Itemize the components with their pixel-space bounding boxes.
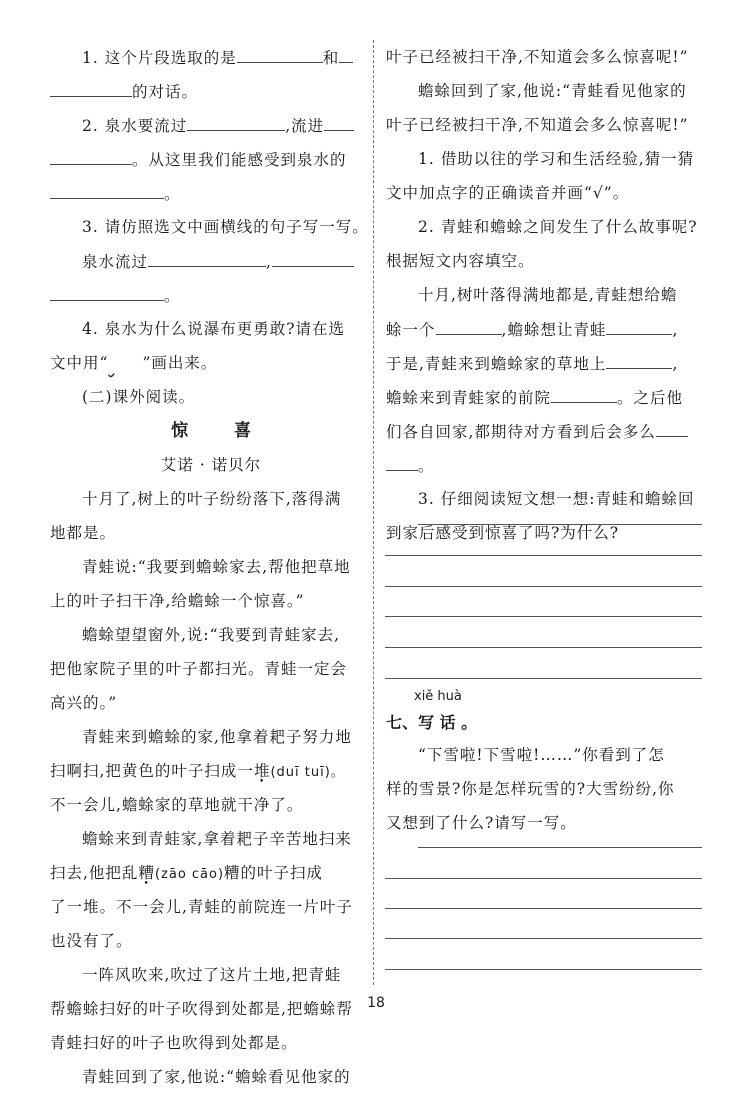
story-paragraph: 青蛙说:“我要到蟾蜍家去,帮他把草地 [82,558,351,576]
question-1-cont: 文中加点字的正确读音并画“√”。 [386,184,630,202]
q2-blank-3[interactable] [50,176,164,199]
story-paragraph: 青蛙扫好的叶子也吹得到处都是。 [50,1034,298,1052]
question-2-cont: 根据短文内容填空。 [386,252,535,270]
q1-blank-1[interactable] [237,40,323,63]
q2-blank-2a[interactable] [324,108,354,131]
dui-line-text: 扫啊扫,把黄色的叶子扫成一 [50,762,254,780]
pinyin-options-zao[interactable]: (zāo cāo) [154,867,225,882]
story-paragraph: 蟾蜍回到了家,他说:“青蛙看见他家的 [418,82,687,100]
question-4-line1: 4. 泉水为什么说瀑布更勇敢?请在选 [82,320,346,338]
story-paragraph: 把他家院子里的叶子都扫光。青蛙一定会 [50,660,348,678]
q1-blank-2a[interactable] [339,40,353,63]
question-1-line2 [50,74,372,108]
fill-blank-1[interactable] [436,312,502,335]
question-2-line3 [50,176,372,210]
story-paragraph: 叶子已经被扫干净,不知道会多么惊喜呢!” [386,116,689,134]
question-3-cont: 到家后感受到惊喜了吗?为什么? [386,524,620,542]
fill-blank-5b[interactable] [386,448,418,471]
story-paragraph: 蟾蜍来到青蛙家,拿着耙子辛苦地扫来 [82,830,352,848]
zao-line-pre: 扫去,他把乱 [50,864,139,882]
story-paragraph: 十月了,树上的叶子纷纷落下,落得满 [82,490,342,508]
story-paragraph: 帮蟾蜍扫好的叶子吹得到处都是,把蟾蜍帮 [50,1000,353,1018]
story-paragraph: 了一堆。不一会儿,青蛙的前院连一片叶子 [50,898,353,916]
q2-mid: ,流进 [285,117,325,135]
q2-blank-1[interactable] [187,108,285,131]
q1-mid: 和 [322,49,340,67]
q2-blank-2b[interactable] [50,142,132,165]
question-4-line2 [50,346,372,380]
q2-line2: 。从这里我们能感受到泉水的 [132,151,347,169]
story-paragraph: 高兴的。” [50,694,118,712]
q3-blank-2a[interactable] [272,244,354,267]
story-zao-line [50,856,372,890]
fill-text: 。之后他 [617,389,684,407]
q3-end: 。 [164,287,181,305]
question-3: 3. 仔细阅读短文想一想:青蛙和蟾蜍回 [418,490,695,508]
question-3-line3 [50,278,372,312]
story-paragraph: 叶子已经被扫干净,不知道会多么惊喜呢!” [386,48,689,66]
writing-line[interactable] [385,878,702,879]
fill-line-5 [386,448,708,482]
q1-blank-2b[interactable] [50,74,132,97]
fill-blank-4[interactable] [551,380,617,403]
page-number: 18 [367,995,385,1011]
answer-line[interactable] [385,678,702,679]
question-1: 1. 借助以往的学习和生活经验,猜一猜 [418,150,695,168]
writing-line[interactable] [385,908,702,909]
fill-blank-2[interactable] [606,312,672,335]
answer-line[interactable] [418,524,702,525]
fill-blank-5a[interactable] [656,414,688,437]
question-2-line1 [50,108,372,142]
fill-text: 蜍一个 [386,321,436,339]
fill-blank-3[interactable] [606,346,672,369]
writing-line[interactable] [385,938,702,939]
story-paragraph: 地都是。 [50,524,117,542]
dotted-char-dui: 堆 [253,762,271,780]
fill-text: 们各自回家,都期待对方看到后会多么 [386,423,656,441]
story-dui-line [50,754,372,788]
q3-prefix: 泉水流过 [82,253,149,271]
answer-line[interactable] [385,586,702,587]
question-2-line2 [50,142,372,176]
story-paragraph: 青蛙回到了家,他说:“蟾蜍看见他家的 [82,1068,351,1086]
fill-text: 。 [418,457,435,475]
q1-text: 1. 这个片段选取的是 [82,49,237,67]
answer-line[interactable] [385,616,702,617]
fill-line-1 [386,312,708,346]
section-extracurricular: (二)课外阅读。 [82,388,196,406]
right-column [386,40,708,550]
story-paragraph: 一阵风吹来,吹过了这片土地,把青蛙 [82,966,342,984]
story-paragraph: 上的叶子扫干净,给蟾蜍一个惊喜。” [50,592,305,610]
question-2: 2. 青蛙和蟾蜍之间发生了什么故事呢? [418,218,698,236]
fill-line-0: 十月,树叶落得满地都是,青蛙想给蟾 [418,286,678,304]
question-1-line1 [50,40,372,74]
q1-suffix: 的对话。 [132,83,199,101]
fill-text: , [672,355,679,373]
story-author: 艾诺 · 诺贝尔 [160,456,262,474]
story-paragraph: 不一会儿,蟾蜍家的草地就干净了。 [50,796,304,814]
question-3-line2 [50,244,372,278]
q2-end: 。 [164,185,181,203]
fill-text: 蟾蜍来到青蛙家的前院 [386,389,552,407]
prompt-line: 又想到了什么?请写一写。 [386,814,577,832]
story-title-char-1: 惊 [171,421,188,441]
section-7-pinyin: xiě huà [414,689,462,704]
question-3-text: 3. 请仿照选文中画横线的句子写一写。 [82,218,369,236]
story-title-char-2: 喜 [234,421,251,441]
q2-text: 2. 泉水要流过 [82,117,188,135]
fill-line-2 [386,346,708,380]
fill-line-4 [386,414,708,448]
pinyin-options-dui[interactable]: (duī tuī)。 [270,765,345,780]
answer-line[interactable] [385,555,702,556]
writing-prompt [386,738,708,840]
story-title [50,414,372,448]
q3-comma: , [266,253,272,271]
q3-blank-2b[interactable] [50,278,164,301]
writing-line[interactable] [385,969,702,970]
q4-pre: 文中用“ [50,354,109,372]
left-column [50,40,372,1094]
fill-text: , [672,321,679,339]
writing-line[interactable] [418,847,702,848]
fill-line-3 [386,380,708,414]
q4-post: ”画出来。 [142,354,218,372]
fill-text: ,蟾蜍想让青蛙 [501,321,607,339]
answer-line[interactable] [385,647,702,648]
section-7-heading: 七、写 话 。 [386,713,478,732]
fill-text: 于是,青蛙来到蟾蜍家的草地上 [386,355,607,373]
wavy-underline-mark [108,346,142,380]
q3-blank-1[interactable] [148,244,266,267]
dotted-char-zao: 糟 [138,864,155,882]
prompt-line: 样的雪景?你是怎样玩雪的?大雪纷纷,你 [386,780,675,798]
prompt-line: “下雪啦!下雪啦!……”你看到了怎 [418,746,665,764]
column-divider [373,40,374,985]
story-paragraph: 青蛙来到蟾蜍的家,他拿着耙子努力地 [82,728,352,746]
story-paragraph: 蟾蜍望望窗外,说:“我要到青蛙家去, [82,626,341,644]
zao-line-post: 糟的叶子扫成 [224,864,324,882]
story-paragraph: 也没有了。 [50,932,133,950]
